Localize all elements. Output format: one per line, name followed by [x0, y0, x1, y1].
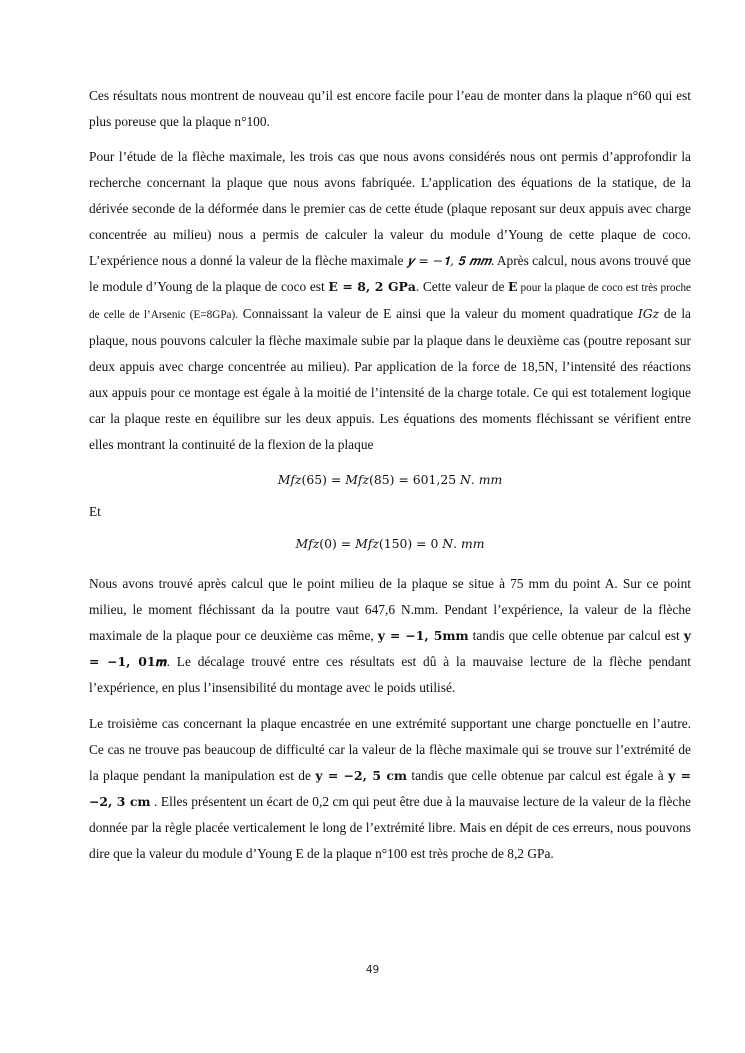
young-modulus-symbol: 𝐄: [508, 279, 518, 294]
calculated-deflection-case2: 𝐲 = −𝟏, 𝟎𝟏𝒎: [89, 628, 691, 669]
paragraph-2: Pour l’étude de la flèche maximale, les trois cas que nous avons considérés nous ont permis d’approfondir la recherche concernant la plaque que nous avons fabriquée. L’application des équations de la statique, de la dérivée seconde de la déformée dans le premier cas de cette étude (plaque reposant sur deux appuis avec charge concentrée au milieu) nous a permis de calculer la valeur du module d’Young de cette plaque de coco. L’expérience nous a donné la valeur de la flèche maximale 𝒚 = −𝟏, 𝟓 𝒎𝒎. Après calcul, nous avons trouvé que le module d’Young de la plaque de coco est 𝐄 = 𝟖, 𝟐 𝐆𝐏𝐚. Cette valeur de 𝐄 pour la plaque de coco est très proche de celle de l’Arsenic (E=8GPa). Connaissant la valeur de E ainsi que la valeur du moment quadratique 𝐼𝐺𝑧 de la plaque, nous pouvons calculer la flèche maximale subie par la plaque dans le deuxième cas (poutre reposant sur deux appuis avec charge concentrée au milieu). Par application de la force de 18,5N, l’intensité des réactions aux appuis pour ce montage est égale à la moitié de l’intensité de la charge totale. Ce qui est totalement logique car la plaque reste en équilibre sur les deux appuis. Les équations des moments fléchissant se vérifient entre elles montrant la continuité de la flexion de la plaque: [89, 149, 692, 452]
measured-deflection-case2: 𝐲 = −𝟏, 𝟓𝐦𝐦: [377, 628, 469, 643]
paragraph-4: Le troisième cas concernant la plaque encastrée en une extrémité supportant une charge ponctuelle en l’autre. Ce cas ne trouve pas beaucoup de difficulté car la valeur de la flèche maximale qui se trouve sur l’extrémité de la plaque pendant la manipulation est de 𝐲 = −𝟐, 𝟓 𝐜𝐦 tandis que celle obtenue par calcul est égale à 𝐲 = −𝟐, 𝟑 𝐜𝐦 . Elles présentent un écart de 0,2 cm qui peut être due à la mauvaise lecture de la valeur de la flèche donnée par la règle placée verticalement le long de l’extrémité libre. Mais en dépit de ces erreurs, nous pouvons dire que la valeur du module d’Young E de la plaque n°100 est très proche de 8,2 GPa.: [89, 716, 691, 861]
calculated-deflection-case3: 𝐲 = −𝟐, 𝟑 𝐜𝐦: [89, 768, 691, 809]
paragraph-1: Ces résultats nous montrent de nouveau qu’il est encore facile pour l’eau de monter dans la plaque n°60 qui est plus poreuse que la plaque n°100.: [89, 88, 691, 129]
measured-deflection-case3: 𝐲 = −𝟐, 𝟓 𝐜𝐦: [315, 768, 407, 783]
quadratic-moment-symbol: 𝐼𝐺𝑧: [637, 306, 660, 321]
page-body: [89, 83, 691, 876]
equation-2: 𝑀𝑓𝑧(0) = 𝑀𝑓𝑧(150) = 0 𝑁. 𝑚𝑚: [295, 536, 485, 551]
young-modulus-value: 𝐄 = 𝟖, 𝟐 𝐆𝐏𝐚: [328, 279, 416, 294]
connector-et: Et: [89, 504, 101, 519]
paragraph-3: Nous avons trouvé après calcul que le point milieu de la plaque se situe à 75 mm du point A. Sur ce point milieu, le moment fléchissant da la poutre vaut 647,6 N.mm. Pendant l’expérience, la valeur de la flèche maximale de la plaque pour ce deuxième cas même, 𝐲 = −𝟏, 𝟓𝐦𝐦 tandis que celle obtenue par calcul est 𝐲 = −𝟏, 𝟎𝟏𝒎. Le décalage trouvé entre ces résultats est dû à la mauvaise lecture de la flèche pendant l’expérience, en plus l’insensibilité du montage avec le poids utilisé.: [89, 576, 691, 695]
equation-1: 𝑀𝑓𝑧(65) = 𝑀𝑓𝑧(85) = 601,25 𝑁. 𝑚𝑚: [277, 472, 503, 487]
measured-deflection-case1: 𝒚 = −𝟏, 𝟓 𝒎𝒎: [406, 253, 491, 268]
page-number: 49: [365, 964, 380, 976]
